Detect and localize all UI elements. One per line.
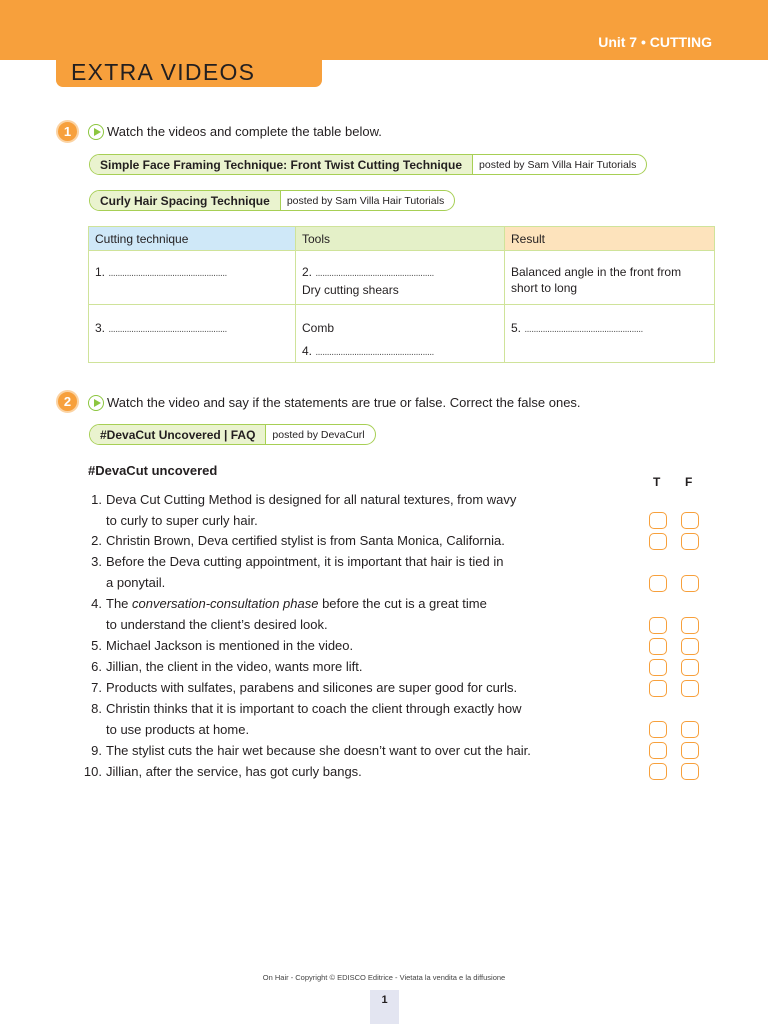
answer-cell-1[interactable] (89, 251, 296, 305)
video-title: #DevaCut Uncovered | FAQ (90, 425, 266, 444)
header-tools: Tools (296, 227, 505, 251)
video-link-curly-spacing[interactable] (89, 190, 455, 211)
result-text: Balanced angle in the front from short to long (505, 251, 715, 305)
play-icon[interactable] (88, 124, 104, 140)
tool-text: Comb (302, 321, 335, 335)
video-title: Simple Face Framing Technique: Front Twist Cutting Technique (90, 155, 473, 174)
true-checkbox-5[interactable] (649, 638, 667, 655)
exercise-2-number: 2 (56, 390, 79, 413)
table-row (89, 251, 715, 305)
statement-item (76, 741, 596, 762)
true-checkbox-9[interactable] (649, 742, 667, 759)
statement-number: 7. (91, 680, 102, 695)
play-icon[interactable] (88, 395, 104, 411)
true-checkbox-6[interactable] (649, 659, 667, 676)
false-checkbox-7[interactable] (681, 680, 699, 697)
table-header-row (89, 227, 715, 251)
exercise-2-instruction: Watch the video and say if the statements are true or false. Correct the false ones. (107, 395, 581, 410)
statement-item (76, 678, 596, 699)
statement-number: 2. (91, 533, 102, 548)
statement-number: 5. (91, 638, 102, 653)
false-checkbox-1[interactable] (681, 512, 699, 529)
statement-text: The (106, 596, 133, 611)
false-checkbox-6[interactable] (681, 659, 699, 676)
statement-text: to use products at home. (106, 721, 250, 737)
statement-text: a ponytail. (106, 574, 166, 590)
header-band (0, 0, 768, 60)
copyright-footer: On Hair - Copyright © EDISCO Editrice - Vietata la vendita e la diffusione (262, 973, 506, 982)
true-column-label: T (653, 475, 661, 489)
statement-number: 4. (91, 596, 102, 611)
header-result: Result (505, 227, 715, 251)
statement-item (76, 636, 596, 657)
true-checkbox-1[interactable] (649, 512, 667, 529)
tools-cell[interactable] (296, 251, 505, 305)
answer-blank: .................................................... (108, 268, 227, 279)
false-column-label: F (685, 475, 693, 489)
tools-cell[interactable] (296, 305, 505, 363)
statement-number: 1. (91, 492, 102, 507)
false-checkbox-10[interactable] (681, 763, 699, 780)
statement-number: 6. (91, 659, 102, 674)
video-source: posted by Sam Villa Hair Tutorials (479, 158, 637, 171)
statement-text: Deva Cut Cutting Method is designed for all natural textures, from wavy (106, 492, 517, 507)
page-title: EXTRA VIDEOS (71, 59, 256, 85)
video-link-face-framing[interactable] (89, 154, 647, 175)
false-checkbox-3[interactable] (681, 575, 699, 592)
true-checkbox-2[interactable] (649, 533, 667, 550)
title-tab (56, 56, 322, 87)
answer-blank: .................................................... (315, 268, 434, 279)
statement-text: Before the Deva cutting appointment, it is important that hair is tied in (106, 554, 504, 569)
statement-text: to curly to super curly hair. (106, 512, 258, 528)
answer-cell-3[interactable] (89, 305, 296, 363)
answer-blank: .................................................... (108, 324, 227, 335)
statement-emphasis: conversation-consultation phase (132, 596, 319, 611)
video-source: posted by DevaCurl (272, 428, 365, 441)
statement-number: 8. (91, 701, 102, 716)
statement-number: 10. (83, 764, 102, 779)
blank-number: 5. (511, 321, 522, 335)
blank-number: 1. (95, 265, 106, 279)
answer-blank: .................................................... (524, 324, 643, 335)
false-checkbox-2[interactable] (681, 533, 699, 550)
statement-item (76, 657, 596, 678)
statement-number: 9. (91, 743, 102, 758)
true-checkbox-7[interactable] (649, 680, 667, 697)
statement-text: Products with sulfates, parabens and silicones are super good for curls. (106, 680, 518, 695)
answer-cell-5[interactable] (505, 305, 715, 363)
exercise-1-instruction: Watch the videos and complete the table below. (107, 124, 382, 139)
video-source: posted by Sam Villa Hair Tutorials (286, 194, 445, 207)
statement-item (76, 594, 596, 636)
statement-text: Jillian, the client in the video, wants more lift. (106, 659, 363, 674)
statement-number: 3. (91, 554, 102, 569)
true-checkbox-8[interactable] (649, 721, 667, 738)
header-cutting-technique: Cutting technique (89, 227, 296, 251)
false-checkbox-5[interactable] (681, 638, 699, 655)
statement-item (76, 552, 596, 594)
tool-text: Dry cutting shears (302, 283, 399, 297)
statement-text: Michael Jackson is mentioned in the video. (106, 638, 354, 653)
exercise-1-number: 1 (56, 120, 79, 143)
statement-text: before the cut is a great time (318, 596, 487, 611)
answer-blank: .................................................... (315, 347, 434, 358)
true-checkbox-3[interactable] (649, 575, 667, 592)
statement-text: Christin thinks that it is important to coach the client through exactly how (106, 701, 522, 716)
section-subtitle: #DevaCut uncovered (88, 463, 218, 478)
page-number: 1 (370, 990, 399, 1024)
video-title: Curly Hair Spacing Technique (90, 191, 281, 210)
true-checkbox-4[interactable] (649, 617, 667, 634)
false-checkbox-9[interactable] (681, 742, 699, 759)
statement-text: Christin Brown, Deva certified stylist is from Santa Monica, California. (106, 533, 505, 548)
table-row (89, 305, 715, 363)
unit-label: Unit 7 • CUTTING (598, 34, 712, 50)
statement-text: The stylist cuts the hair wet because she doesn’t want to over cut the hair. (106, 743, 531, 758)
video-link-devacut[interactable] (89, 424, 376, 445)
false-checkbox-8[interactable] (681, 721, 699, 738)
statement-item (76, 490, 596, 532)
technique-table (88, 226, 715, 363)
true-checkbox-10[interactable] (649, 763, 667, 780)
blank-number: 3. (95, 321, 106, 335)
blank-number: 4. (302, 344, 313, 358)
statement-item (76, 699, 596, 741)
false-checkbox-4[interactable] (681, 617, 699, 634)
blank-number: 2. (302, 265, 313, 279)
statement-item (76, 531, 596, 552)
statement-item (76, 762, 596, 783)
statement-text: to understand the client’s desired look. (106, 616, 328, 632)
statement-text: Jillian, after the service, has got curly bangs. (106, 764, 362, 779)
